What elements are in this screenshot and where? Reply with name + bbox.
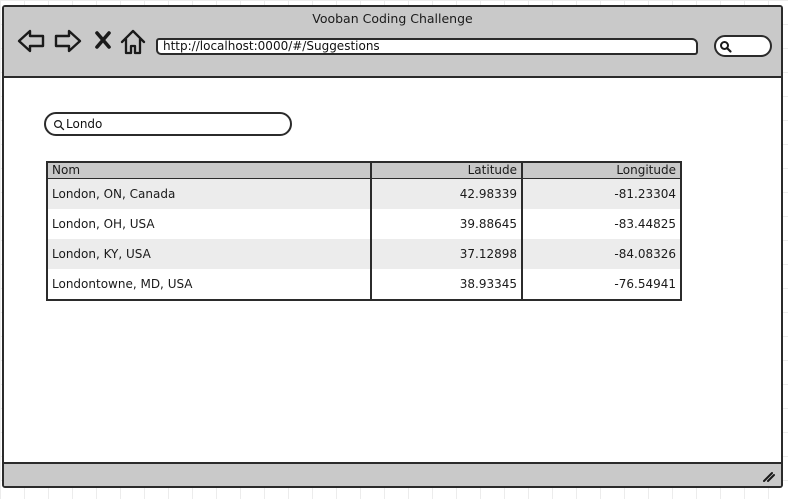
search-box[interactable]	[44, 112, 292, 136]
column-header-latitude[interactable]: Latitude	[371, 162, 522, 179]
forward-arrow-icon[interactable]	[53, 28, 83, 58]
cell-latitude: 39.88645	[371, 209, 522, 239]
search-icon	[53, 119, 65, 131]
cell-longitude: -83.44825	[522, 209, 681, 239]
close-icon[interactable]	[94, 30, 112, 54]
browser-window	[2, 5, 783, 488]
cell-latitude: 42.98339	[371, 179, 522, 210]
column-header-name[interactable]: Nom	[47, 162, 371, 179]
cell-longitude: -84.08326	[522, 239, 681, 269]
cell-latitude: 38.93345	[371, 269, 522, 300]
page-content	[4, 78, 781, 462]
table-row[interactable]	[47, 269, 681, 300]
window-title: Vooban Coding Challenge	[312, 11, 473, 26]
cell-name: London, KY, USA	[47, 239, 371, 269]
table-row[interactable]	[47, 239, 681, 269]
url-bar[interactable]: http://localhost:0000/#/Suggestions	[156, 38, 698, 55]
cell-name: London, ON, Canada	[47, 179, 371, 210]
back-arrow-icon[interactable]	[16, 28, 46, 58]
search-input[interactable]	[66, 115, 266, 133]
status-bar	[4, 462, 781, 486]
table-header-row	[47, 162, 681, 179]
cell-name: Londontowne, MD, USA	[47, 269, 371, 300]
home-icon[interactable]	[120, 28, 146, 60]
column-header-longitude[interactable]: Longitude	[522, 162, 681, 179]
browser-search-button[interactable]	[714, 35, 772, 57]
resize-grip-icon[interactable]	[761, 470, 775, 482]
suggestions-table	[46, 161, 682, 301]
cell-longitude: -76.54941	[522, 269, 681, 300]
search-icon	[719, 40, 733, 54]
cell-longitude: -81.23304	[522, 179, 681, 210]
table-row[interactable]	[47, 179, 681, 210]
title-bar	[4, 7, 781, 78]
cell-name: London, OH, USA	[47, 209, 371, 239]
cell-latitude: 37.12898	[371, 239, 522, 269]
table-row[interactable]	[47, 209, 681, 239]
